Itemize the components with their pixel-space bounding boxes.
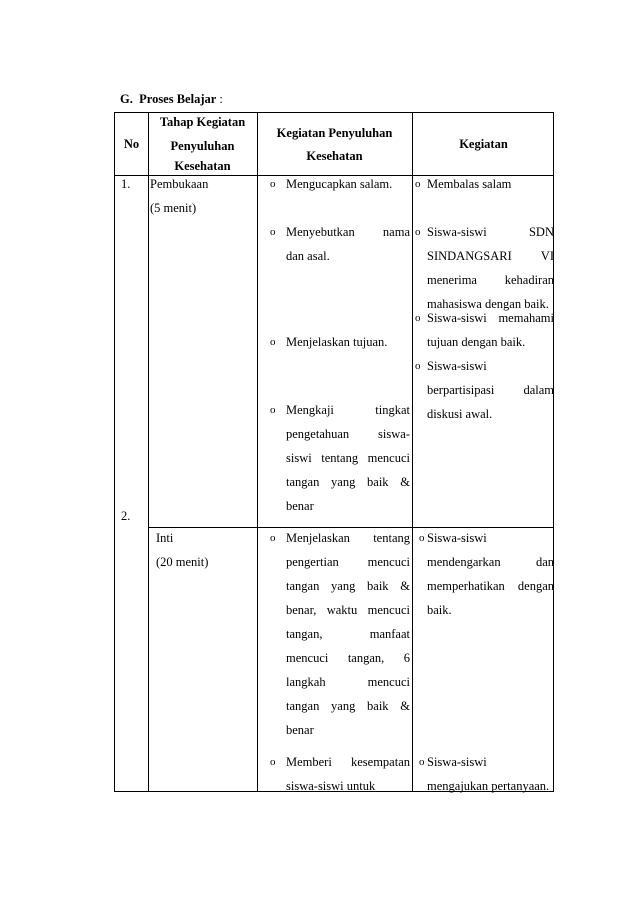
stage-pembukaan: Pembukaan bbox=[150, 177, 209, 191]
row-divider bbox=[148, 527, 553, 528]
cell-text-line: mengajukan pertanyaan. bbox=[427, 779, 550, 793]
cell-text-line: tangan yang baik & bbox=[286, 579, 410, 593]
cell-text-line: memperhatikan dengan bbox=[427, 579, 554, 593]
col-divider bbox=[257, 113, 258, 791]
bullet-icon: o bbox=[415, 360, 421, 372]
cell-text-line: mendengarkan dan bbox=[427, 555, 554, 569]
cell-text-line: Siswa-siswi bbox=[427, 755, 487, 769]
section-heading bbox=[120, 92, 223, 107]
header-tahap-line1: Tahap Kegiatan bbox=[159, 115, 246, 129]
section-title: Proses Belajar bbox=[139, 92, 217, 106]
cell-text-line: Membalas salam bbox=[427, 177, 512, 191]
header-penyuluhan-line1: Kegiatan Penyuluhan bbox=[276, 126, 393, 140]
bullet-icon: o bbox=[270, 404, 276, 416]
cell-text-line: Siswa-siswi bbox=[427, 531, 487, 545]
cell-text-line: pengertian mencuci bbox=[286, 555, 410, 569]
cell-text-line: baik. bbox=[427, 603, 452, 617]
stage-pembukaan-duration: (5 menit) bbox=[150, 201, 197, 215]
cell-text-line: langkah mencuci bbox=[286, 675, 410, 689]
header-no: No bbox=[123, 137, 140, 151]
bullet-icon: o bbox=[415, 312, 421, 324]
cell-text-line: menerima kehadiran bbox=[427, 273, 554, 287]
header-tahap-line3: Kesehatan bbox=[174, 159, 231, 173]
cell-text-line: siswi tentang mencuci bbox=[286, 451, 410, 465]
col-divider bbox=[412, 113, 413, 791]
cell-text-line: benar bbox=[286, 723, 314, 737]
cell-text-line: Menyebutkan nama bbox=[286, 225, 410, 239]
header-tahap-line2: Penyuluhan bbox=[170, 139, 235, 153]
cell-text-line: Memberi kesempatan bbox=[286, 755, 410, 769]
stage-inti: Inti bbox=[156, 531, 174, 545]
cell-text-line: tangan yang baik & bbox=[286, 699, 410, 713]
bullet-icon: o bbox=[270, 532, 276, 544]
section-prefix: G. bbox=[120, 92, 133, 106]
cell-text-line: siswa-siswi untuk bbox=[286, 779, 376, 793]
bullet-icon: o bbox=[415, 226, 421, 238]
section-suffix: : bbox=[216, 92, 223, 106]
col-divider bbox=[148, 113, 149, 791]
stage-inti-duration: (20 menit) bbox=[156, 555, 209, 569]
process-table bbox=[114, 112, 554, 792]
cell-text-line: dan asal. bbox=[286, 249, 330, 263]
cell-text-line: diskusi awal. bbox=[427, 407, 493, 421]
cell-text-line: pengetahuan siswa- bbox=[286, 427, 410, 441]
cell-text-line: benar bbox=[286, 499, 314, 513]
bullet-icon: o bbox=[419, 756, 425, 768]
cell-text-line: mencuci tangan, 6 bbox=[286, 651, 410, 665]
bullet-icon: o bbox=[270, 756, 276, 768]
cell-text-line: tujuan dengan baik. bbox=[427, 335, 526, 349]
header-kegiatan: Kegiatan bbox=[459, 137, 508, 151]
bullet-icon: o bbox=[270, 336, 276, 348]
bullet-icon: o bbox=[270, 178, 276, 190]
cell-text-line: Menjelaskan tentang bbox=[286, 531, 410, 545]
bullet-icon: o bbox=[270, 226, 276, 238]
cell-text-line: benar, waktu mencuci bbox=[286, 603, 410, 617]
cell-text-line: Siswa-siswi memahami bbox=[427, 311, 554, 325]
cell-text-line: Siswa-siswi SDN bbox=[427, 225, 554, 239]
row-number-1: 1. bbox=[121, 177, 131, 191]
cell-text-line: Menjelaskan tujuan. bbox=[286, 335, 388, 349]
cell-text-line: berpartisipasi dalam bbox=[427, 383, 554, 397]
cell-text-line: tangan yang baik & bbox=[286, 475, 410, 489]
cell-text-line: mahasiswa dengan baik. bbox=[427, 297, 549, 311]
row-number-2: 2. bbox=[121, 509, 131, 523]
bullet-icon: o bbox=[415, 178, 421, 190]
cell-text-line: Siswa-siswi bbox=[427, 359, 487, 373]
cell-text-line: SINDANGSARI VI bbox=[427, 249, 554, 263]
cell-text-line: tangan, manfaat bbox=[286, 627, 410, 641]
header-penyuluhan-line2: Kesehatan bbox=[306, 149, 363, 163]
bullet-icon: o bbox=[419, 532, 425, 544]
cell-text-line: Mengucapkan salam. bbox=[286, 177, 393, 191]
header-divider bbox=[115, 175, 553, 176]
cell-text-line: Mengkaji tingkat bbox=[286, 403, 410, 417]
